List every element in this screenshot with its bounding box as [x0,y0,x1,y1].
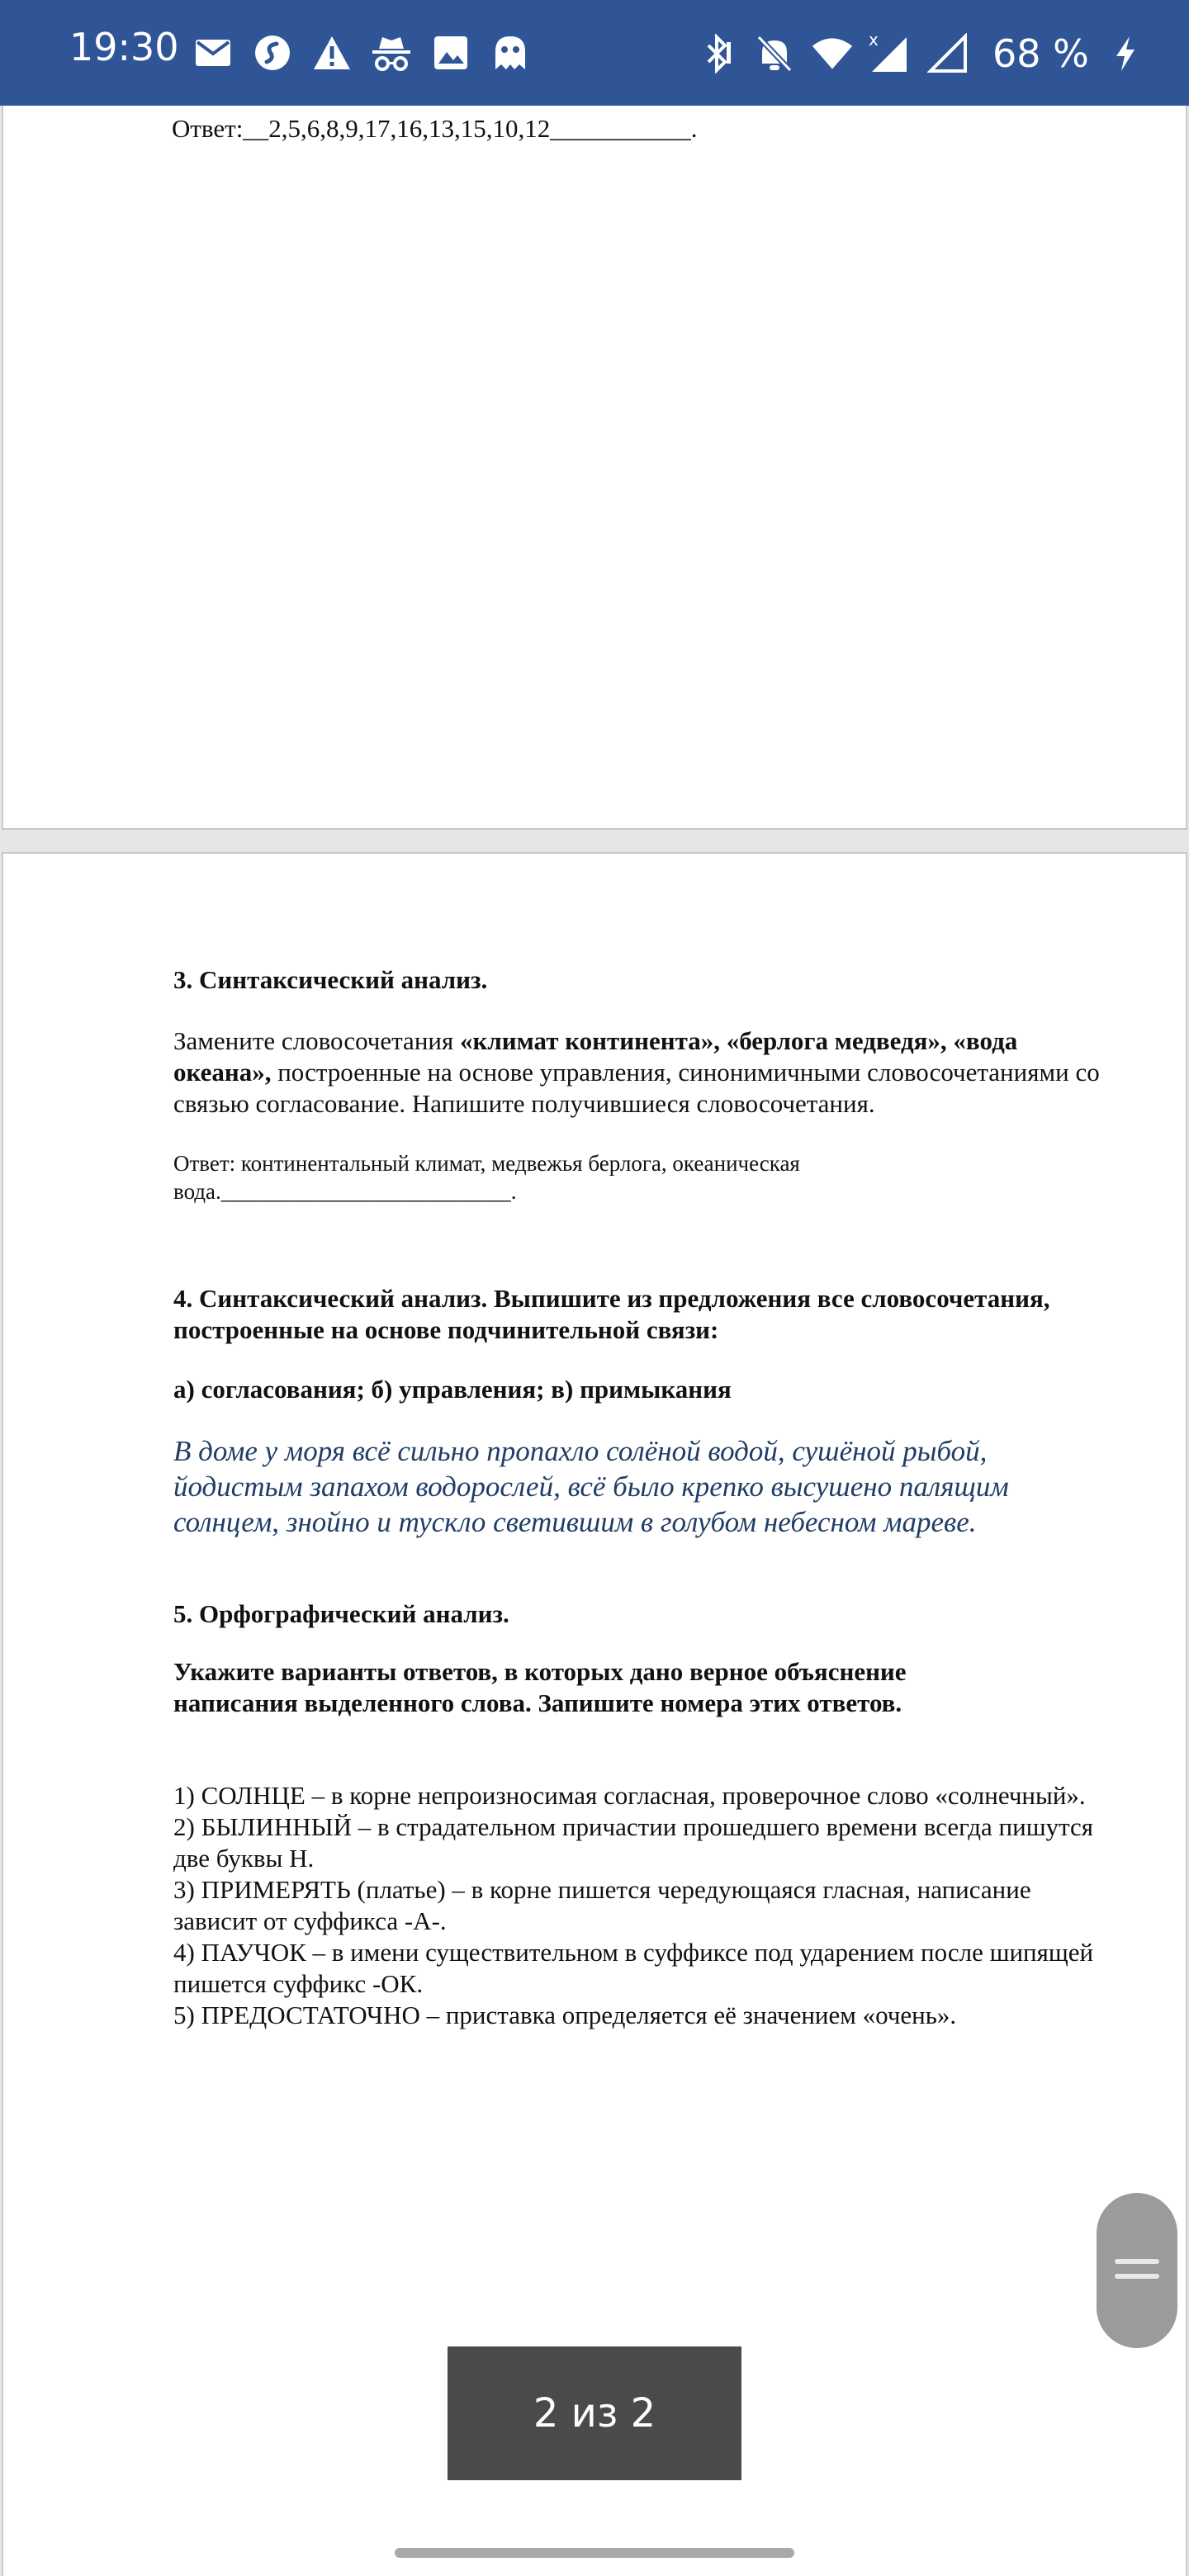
task5-instruction: Укажите варианты ответов, в которых дано верное объяснение написания выделенного слова. Запишите номера этих ответов. [173,1657,907,1717]
task4-title: 4. Синтаксический анализ. Выпишите из предложения все словосочетания, построенные на основе подчинительной связи: [173,1284,1050,1344]
svg-text:x: x [869,32,879,50]
mute-icon [753,32,796,75]
mail-icon [192,31,234,74]
image-icon [429,31,472,74]
task3-text-pre: Замените словосочетания [173,1026,461,1055]
document-page-2 [2,852,1187,2576]
task4-subtitle: а) согласования; б) управления; в) примыкания [173,1375,732,1404]
task3-answer-line2: вода.__________________________. [173,1179,517,1204]
task3-text [173,1025,1115,1120]
task3-answer-line1: Ответ: континентальный климат, медвежья берлога, океаническая [173,1151,800,1176]
incognito-icon [370,31,413,74]
fast-scroll-handle[interactable] [1097,2193,1177,2348]
status-bar [0,0,1189,106]
status-time: 19:30 [69,25,179,69]
scroll-grip-line [1115,2259,1159,2264]
list-item: 5) ПРЕДОСТАТОЧНО – приставка определяется её значением «очень». [173,2001,957,2029]
list-item: 4) ПАУЧОК – в имени существительном в суффиксе под ударением после шипящей пишется суффикс -ОК. [173,1938,1094,1998]
task5-title: 5. Орфографический анализ. [173,1599,509,1628]
task3-title: 3. Синтаксический анализ. [173,965,488,994]
scroll-grip-line [1115,2274,1159,2279]
document-page-1 [2,106,1187,830]
notification-icons [192,31,532,74]
ghost-icon [489,31,532,74]
signal-icon [869,32,912,75]
page1-answer: Ответ:__2,5,6,8,9,17,16,13,15,10,12___________. [172,114,698,143]
list-item: 3) ПРИМЕРЯТЬ (платье) – в корне пишется чередующаяся гласная, написание зависит от суффикса -А-. [173,1875,1031,1935]
list-item: 1) СОЛНЦЕ – в корне непроизносимая согласная, проверочное слово «солнечный». [173,1781,1086,1810]
wifi-icon [811,32,854,75]
gesture-nav-bar[interactable] [395,2548,794,2558]
task5-items [173,1780,1106,2031]
task4-sentence: В доме у моря всё сильно пропахло солёной водой, сушёной рыбой, йодистым запахом водорослей, всё было крепко высушено палящим солнцем, знойно и тускло светившим в голубом небесном мареве. [173,1435,1009,1538]
system-icons [695,31,1147,76]
shazam-icon [251,31,294,74]
list-item: 2) БЫЛИННЫЙ – в страдательном причастии прошедшего времени всегда пишутся две буквы Н. [173,1812,1094,1873]
signal-empty-icon [926,32,969,75]
task3-text-bold: «климат континента», «берлога медведя», «вода океана», [173,1026,1018,1087]
task3-text-post: построенные на основе управления, синонимичными словосочетаниями со связью согласование. Напишите получившиеся словосочетания. [173,1058,1100,1118]
charging-icon [1104,32,1147,75]
battery-level: 68 % [992,31,1089,76]
page-indicator: 2 из 2 [448,2346,741,2480]
bluetooth-icon [695,32,738,75]
warning-icon [310,31,353,74]
